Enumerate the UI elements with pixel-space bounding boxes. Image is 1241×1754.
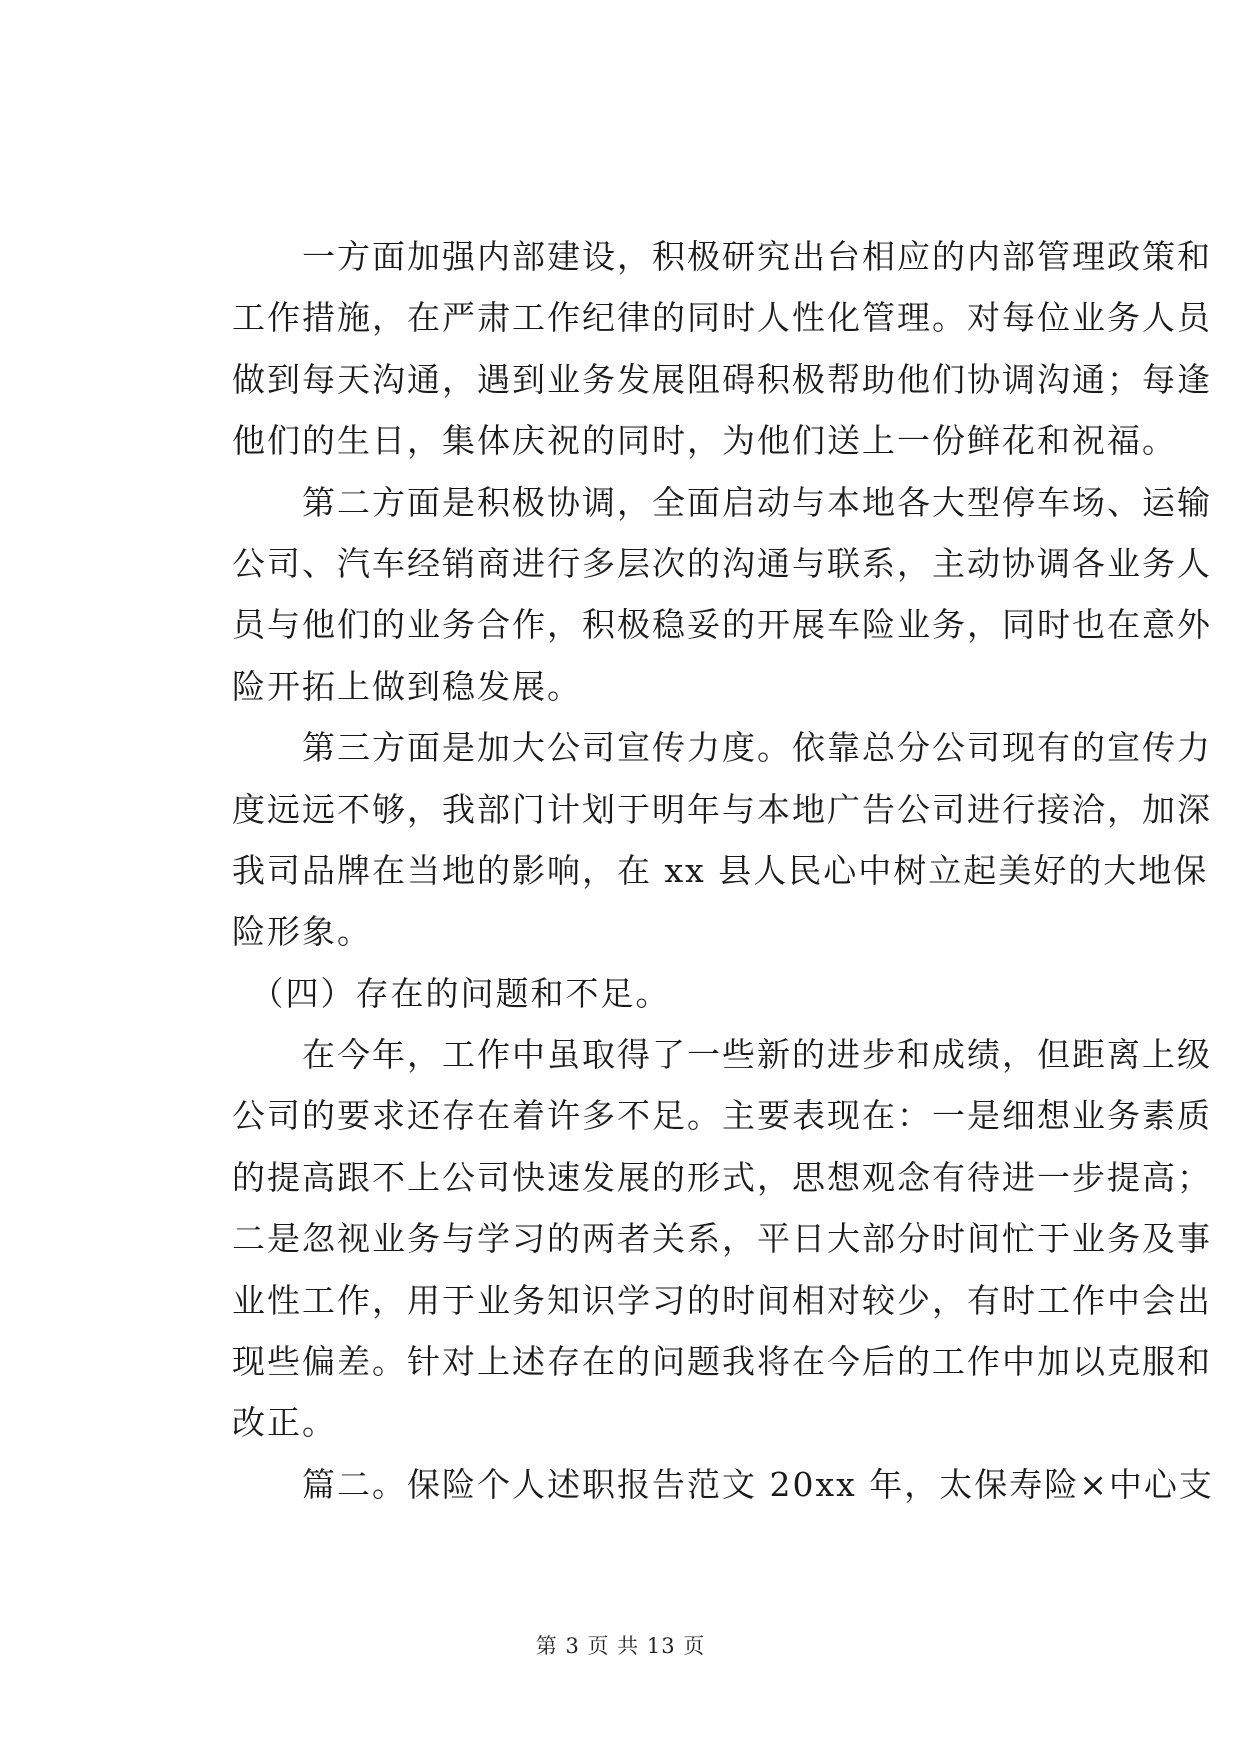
text-line-10: 度远远不够，我部门计划于明年与本地广告公司进行接洽，加深 (232, 789, 1212, 829)
text-line-17: 二是忽视业务与学习的两者关系，平日大部分时间忙于业务及事 (232, 1219, 1212, 1259)
text-line-21: 篇二。保险个人述职报告范文 20xx 年，太保寿险×中心支 (232, 1464, 1214, 1504)
text-line-1: 一方面加强内部建设，积极研究出台相应的内部管理政策和 (232, 237, 1212, 276)
text-line-8: 险开拓上做到稳发展。 (232, 666, 582, 706)
section-heading: （四）存在的问题和不足。 (232, 973, 671, 1013)
text-line-15: 公司的要求还存在着许多不足。主要表现在：一是细想业务素质 (232, 1096, 1212, 1136)
text-line-5: 第二方面是积极协调，全面启动与本地各大型停车场、运输 (232, 482, 1212, 522)
text-line-3: 做到每天沟通，遇到业务发展阻碍积极帮助他们协调沟通；每逢 (232, 359, 1212, 399)
text-line-18: 业性工作，用于业务知识学习的时间相对较少，有时工作中会出 (232, 1280, 1212, 1320)
text-line-2: 工作措施，在严肃工作纪律的同时人性化管理。对每位业务人员 (232, 298, 1212, 338)
text-line-20: 改正。 (232, 1403, 337, 1443)
text-line-19: 现些偏差。针对上述存在的问题我将在今后的工作中加以克服和 (232, 1342, 1212, 1382)
text-line-14: 在今年，工作中虽取得了一些新的进步和成绩，但距离上级 (232, 1035, 1212, 1075)
page-number-footer: 第 3 页 共 13 页 (535, 1634, 706, 1658)
text-line-6: 公司、汽车经销商进行多层次的沟通与联系，主动协调各业务人 (232, 543, 1212, 583)
text-line-11: 我司品牌在当地的影响，在 xx 县人民心中树立起美好的大地保 (232, 850, 1209, 890)
text-line-7: 员与他们的业务合作，积极稳妥的开展车险业务，同时也在意外 (232, 605, 1212, 645)
text-line-16: 的提高跟不上公司快速发展的形式，思想观念有待进一步提高； (232, 1157, 1212, 1197)
text-line-4: 他们的生日，集体庆祝的同时，为他们送上一份鲜花和祝福。 (232, 421, 1177, 461)
text-line-9: 第三方面是加大公司宣传力度。依靠总分公司现有的宣传力 (232, 728, 1212, 768)
document-body (232, 226, 1214, 1515)
text-line-12: 险形象。 (232, 912, 372, 952)
